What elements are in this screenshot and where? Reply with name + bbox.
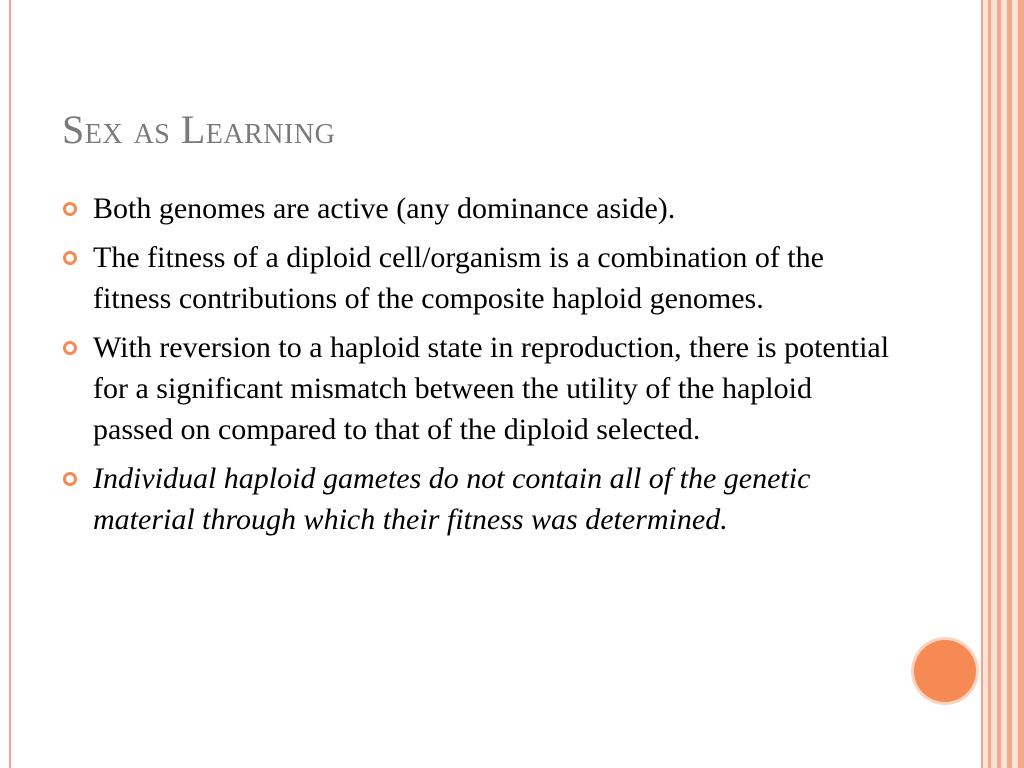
bullet-text: With reversion to a haploid state in reproduction, there is potential for a significant mismatch between the utility of the haploid passed on compared to that of the diploid selected. xyxy=(93,331,890,446)
slide-title: Sex as Learning xyxy=(62,107,336,152)
stripe-line xyxy=(1018,0,1024,768)
open-circle-bullet-icon xyxy=(62,201,78,217)
orange-circle-decoration xyxy=(914,640,976,702)
stripe-line xyxy=(1007,0,1012,768)
stripe-line xyxy=(997,0,1001,768)
bullet-item xyxy=(62,188,892,229)
bullet-text: The fitness of a diploid cell/organism is a combination of the fitness contributions of the composite haploid genomes. xyxy=(93,241,824,315)
bullet-text: Individual haploid gametes do not contain all of the genetic material through which their fitness was determined. xyxy=(93,462,811,536)
open-circle-bullet-icon xyxy=(62,250,78,266)
stripe-line xyxy=(988,0,991,768)
open-circle-bullet-icon xyxy=(62,471,78,487)
bullet-item xyxy=(62,327,892,450)
right-edge-stripes xyxy=(983,0,1024,768)
bullet-list xyxy=(62,188,892,548)
bullet-item xyxy=(62,458,892,540)
bullet-text: Both genomes are active (any dominance aside). xyxy=(93,192,676,225)
open-circle-bullet-icon xyxy=(62,340,78,356)
bullet-item xyxy=(62,237,892,319)
